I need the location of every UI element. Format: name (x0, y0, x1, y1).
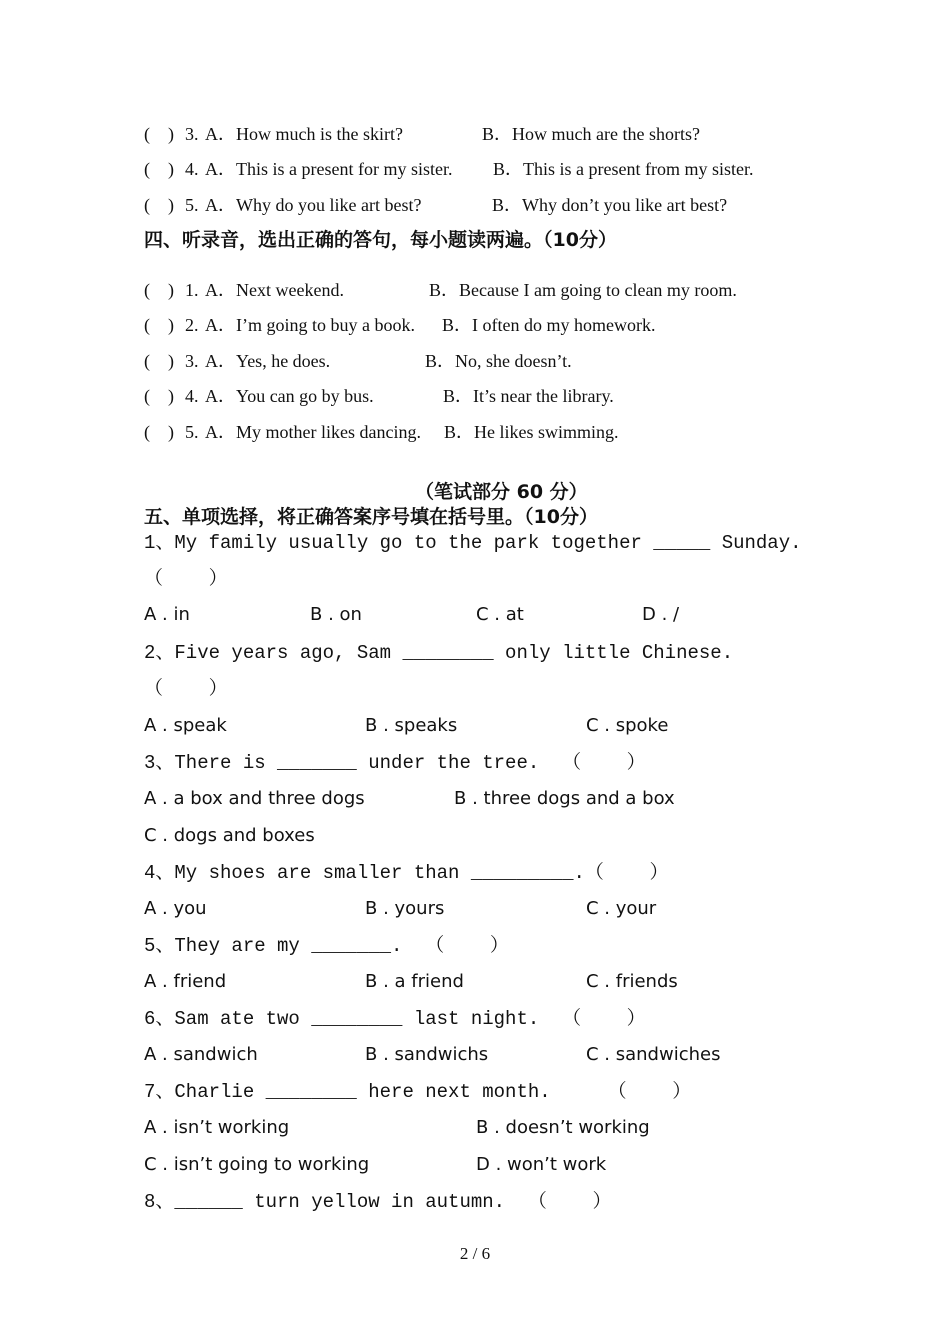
option-a: A．This is a present for my sister. (205, 159, 453, 179)
question-stem: 3、There is _______ under the tree. （ ） (144, 752, 646, 774)
option-c: C . at (476, 604, 524, 625)
question-stem: 6、Sam ate two ________ last night. （ ） (144, 1008, 646, 1030)
option-c: C . sandwiches (586, 1044, 721, 1065)
option-a: A．Yes, he does. (205, 351, 331, 371)
question-stem: 1、My family usually go to the park together _____ Sunday. (144, 532, 802, 554)
option-d: D . / (642, 604, 680, 625)
option-d: D . won’t work (476, 1154, 607, 1175)
option-b: B．I often do my homework. (442, 315, 656, 335)
option-b: B．It’s near the library. (443, 386, 614, 406)
question-stem: 2、Five years ago, Sam ________ only little Chinese. (144, 642, 734, 664)
option-a: A . friend (144, 971, 227, 992)
option-a: A . speak (144, 715, 227, 736)
option-b: B．Why don’t you like art best? (492, 195, 728, 215)
option-c: C . friends (586, 971, 678, 992)
option-a: A．Why do you like art best? (205, 195, 422, 215)
option-a: A . a box and three dogs (144, 788, 365, 809)
option-b: B . a friend (365, 971, 464, 992)
option-a: A．I’m going to buy a book. (205, 315, 415, 335)
option-b: B．No, she doesn’t. (425, 351, 572, 371)
answer-paren: ( ) (144, 280, 174, 300)
answer-paren: ( ) (144, 124, 174, 144)
option-b: B . three dogs and a box (454, 788, 675, 809)
question-stem: 7、Charlie ________ here next month. （ ） (144, 1081, 692, 1103)
answer-paren: （ ） (144, 568, 228, 590)
option-b: B．He likes swimming. (444, 422, 619, 442)
item-number: 3. (185, 124, 199, 144)
item-number: 4. (185, 159, 199, 179)
option-a: A . you (144, 898, 207, 919)
option-b: B . yours (365, 898, 445, 919)
question-stem: 5、They are my _______. （ ） (144, 935, 509, 957)
option-b: B．How much are the shorts? (482, 124, 700, 144)
answer-paren: ( ) (144, 315, 174, 335)
option-c: C . your (586, 898, 657, 919)
question-stem: 8、______ turn yellow in autumn. （ ） (144, 1191, 612, 1213)
answer-paren: ( ) (144, 351, 174, 371)
option-b: B．Because I am going to clean my room. (429, 280, 737, 300)
answer-paren: ( ) (144, 159, 174, 179)
question-stem: 4、My shoes are smaller than _________.（ ） (144, 862, 669, 884)
item-number: 2. (185, 315, 199, 335)
option-b: B . sandwichs (365, 1044, 489, 1065)
written-part-heading: （笔试部分 60 分） (415, 481, 588, 503)
item-number: 5. (185, 422, 199, 442)
page-number: 2 / 6 (459, 1244, 491, 1263)
item-number: 1. (185, 280, 199, 300)
option-c: C . spoke (586, 715, 669, 736)
option-b: B . doesn’t working (476, 1117, 650, 1138)
option-a: A . isn’t working (144, 1117, 290, 1138)
option-c: C . isn’t going to working (144, 1154, 370, 1175)
option-a: A . sandwich (144, 1044, 258, 1065)
section-4-title: 四、听录音，选出正确的答句，每小题读两遍。（10分） (144, 229, 617, 251)
option-a: A．How much is the skirt? (205, 124, 403, 144)
answer-paren: （ ） (144, 678, 228, 700)
option-a: A．Next weekend. (205, 280, 344, 300)
option-a: A . in (144, 604, 190, 625)
option-a: A．You can go by bus. (205, 386, 374, 406)
option-a: A．My mother likes dancing. (205, 422, 421, 442)
option-b: B . speaks (365, 715, 458, 736)
item-number: 5. (185, 195, 199, 215)
answer-paren: ( ) (144, 195, 174, 215)
answer-paren: ( ) (144, 386, 174, 406)
section-5-title: 五、单项选择，将正确答案序号填在括号里。（10分） (144, 506, 598, 528)
option-c: C . dogs and boxes (144, 825, 315, 846)
item-number: 4. (185, 386, 199, 406)
option-b: B . on (310, 604, 362, 625)
item-number: 3. (185, 351, 199, 371)
answer-paren: ( ) (144, 422, 174, 442)
option-b: B．This is a present from my sister. (493, 159, 754, 179)
